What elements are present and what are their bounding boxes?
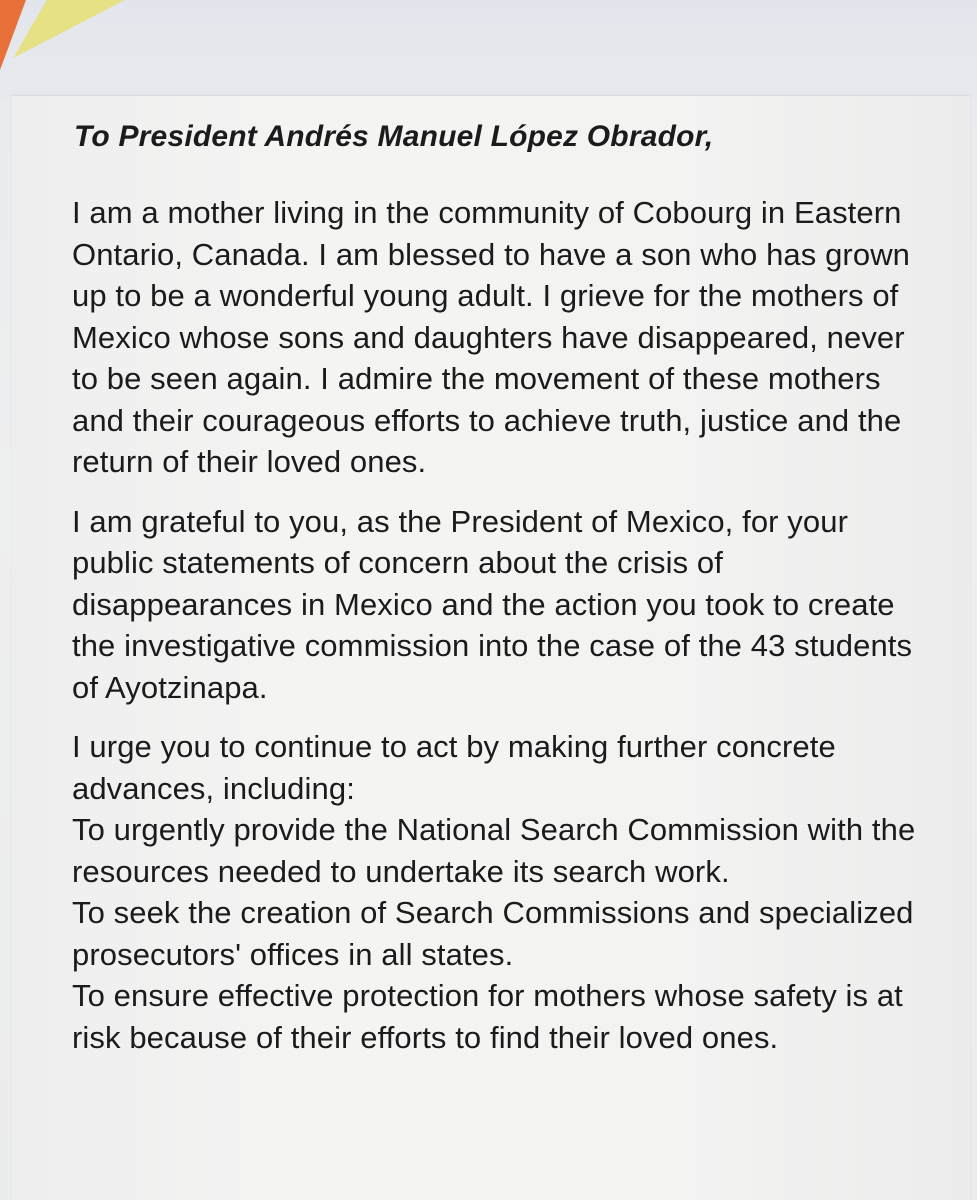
paragraph-gratitude: I am grateful to you, as the President of Mexico, for your public statements of concern about the crisis of disappearances in Mexico and the action you took to create the investigative commission into the case of the 43 students of Ayotzinapa. <box>72 503 913 705</box>
paragraph-urge: I urge you to continue to act by making further concrete advances, including: <box>72 729 836 806</box>
request-search-commission-resources: To urgently provide the National Search Commission with the resources needed to undertake its search work. <box>72 812 916 889</box>
orange-paper-corner <box>0 0 26 70</box>
letter-page <box>12 96 970 1200</box>
paragraph-intro: I am a mother living in the community of Cobourg in Eastern Ontario, Canada. I am blessed to have a son who has grown up to be a wonderful young adult. I grieve for the mothers of Mexico whose sons and daughters have disappeared, never to be seen again. I admire the movement of these mothers and their courageous efforts to achieve truth, justice and the return of their loved ones. <box>72 195 911 479</box>
request-protect-mothers: To ensure effective protection for mothers whose safety is at risk because of their efforts to find their loved ones. <box>72 978 903 1055</box>
request-state-commissions: To seek the creation of Search Commissions and specialized prosecutors' offices in all states. <box>72 895 914 972</box>
letter-body <box>72 120 932 1058</box>
background-surface <box>0 0 977 100</box>
salutation: To President Andrés Manuel López Obrador, <box>74 120 714 153</box>
